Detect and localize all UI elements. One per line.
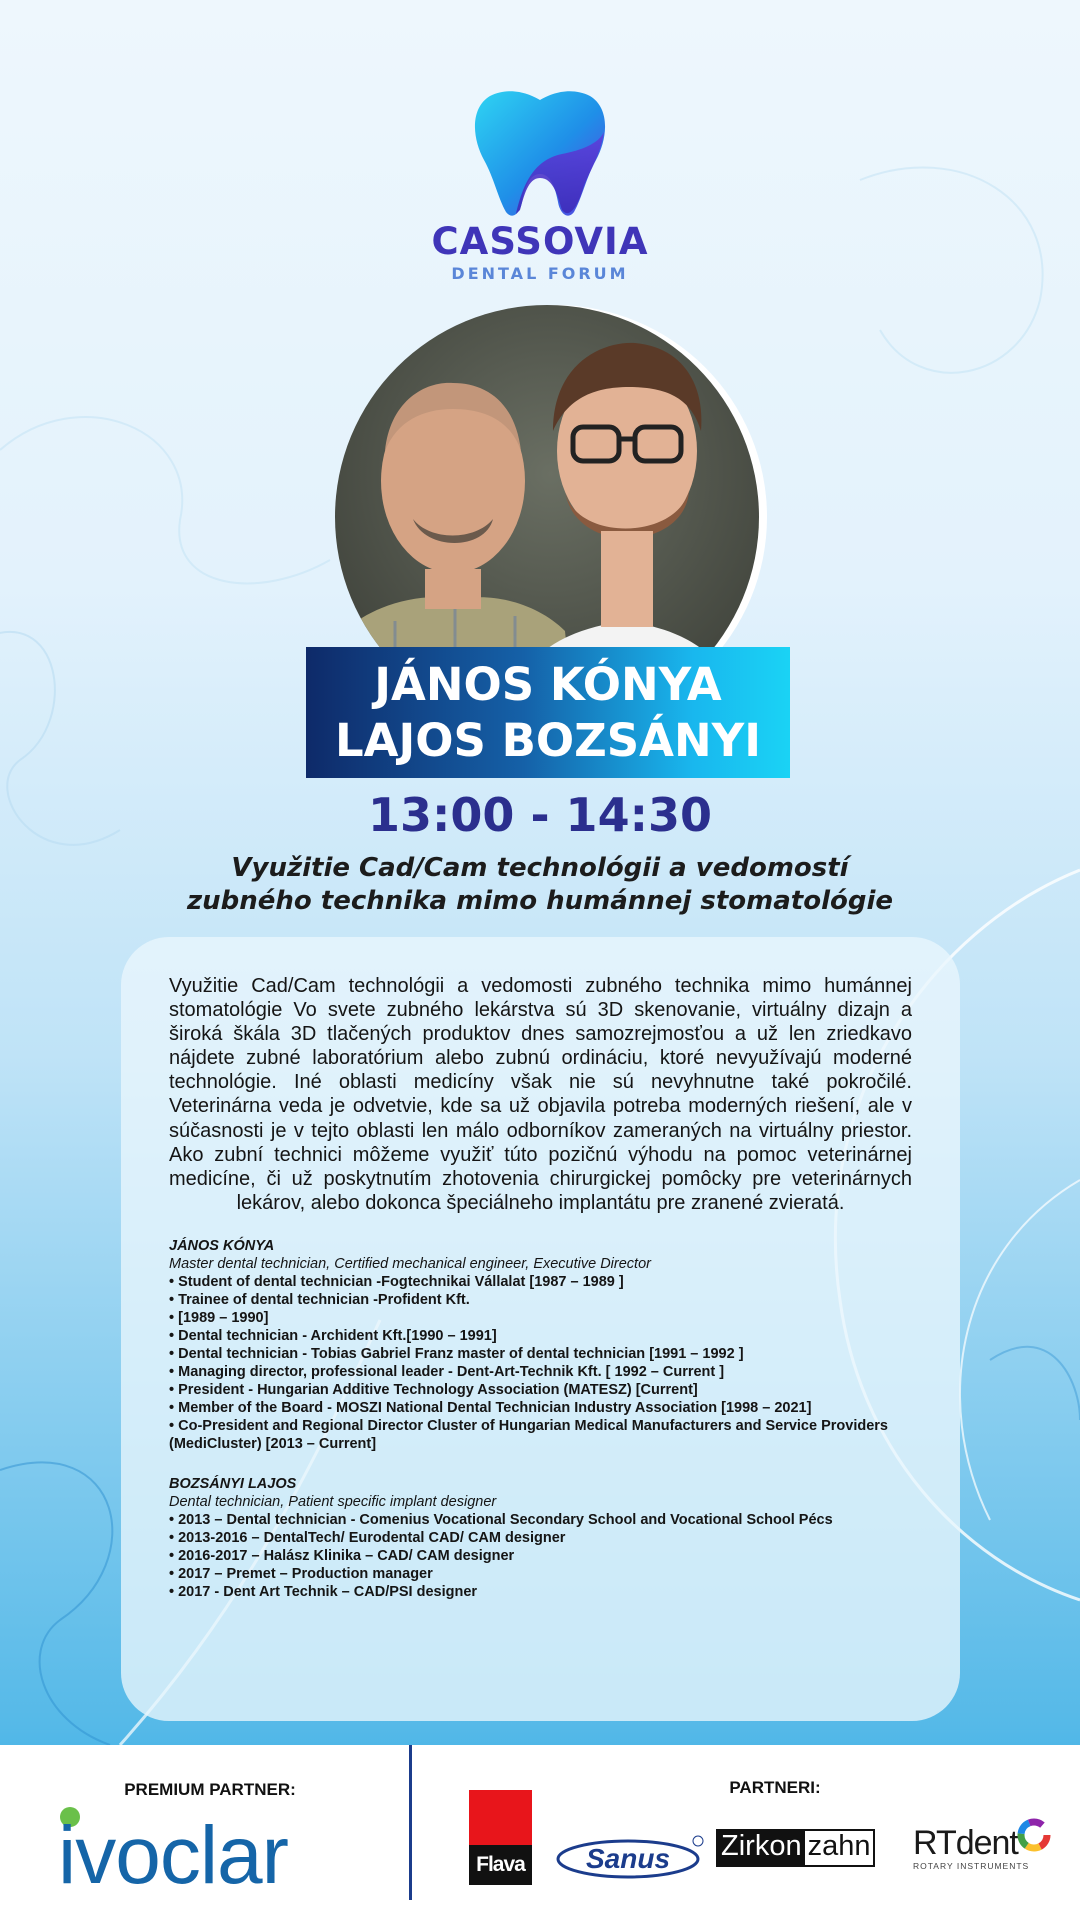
speaker-name-banner [306, 647, 790, 778]
bio-role: Dental technician, Patient specific implant designer [169, 1493, 497, 1510]
sanus-wordmark: Sanus [585, 1843, 671, 1874]
abstract-text: Využitie Cad/Cam technológii a vedomosti zubného technika mimo humánnej stomatológie Vo svete zubného lekárstva sú 3D skenovanie, virtuálny dizajn a široká škála 3D tlačených produktov dnes samozrejmosťou a už len zriedkavo nájdete zubné laboratórium alebo zubnú ordináciu, ktoré nevyužívajú moderné technológie. Iné oblasti medicíny však nie sú nevyhnutne také pokročilé. Veterinárna veda je odvetvie, kde sa už objavila potreba moderných riešení, ale v súčasnosti je v tejto oblasti len málo odborníkov zameraných na virtuálny priestor. Ako zubní technici môžeme využiť túto pozičnú výhodu na pomoc veterinárnej medicíne, či už poskytnutím zhotovenia chirurgickej pomôcky pre veterinárnych lekárov, alebo dokonca špeciálneho implantátu pre zranené zvieratá. [169, 975, 912, 1214]
premium-partner-label: PREMIUM PARTNER: [124, 1780, 296, 1799]
sanus-logo [556, 1835, 706, 1879]
talk-title-line-2: zubného technika mimo humánnej stomatológie [186, 886, 894, 916]
content-card [121, 937, 960, 1721]
bio-item: • President - Hungarian Additive Technology Association (MATESZ) [Current] [169, 1381, 912, 1399]
flava-logo [469, 1790, 532, 1885]
flava-red-block [469, 1790, 532, 1845]
rtdent-wordmark: RTdent [913, 1824, 1018, 1862]
speaker-name-2: LAJOS BOZSÁNYI [335, 713, 761, 767]
bio-name: JÁNOS KÓNYA [169, 1237, 275, 1254]
footer-divider [409, 1745, 412, 1900]
bio-item: • Trainee of dental technician -Profident Kft. [169, 1291, 912, 1309]
rtdent-tagline: ROTARY INSTRUMENTS [913, 1861, 1030, 1871]
brand-subtitle: DENTAL FORUM [451, 264, 629, 283]
bio-item-tail: (MediCluster) [2013 – Current] [169, 1435, 377, 1452]
event-logo [0, 88, 1080, 284]
rtdent-logo [913, 1825, 1029, 1871]
speaker-name-1: JÁNOS KÓNYA [374, 657, 722, 711]
bio-bozsanyi [169, 1475, 912, 1601]
talk-title [0, 852, 1080, 918]
zirkonzahn-logo [716, 1829, 875, 1867]
brand-name: CASSOVIA [431, 220, 649, 263]
bio-item: • Dental technician - Tobias Gabriel Franz master of dental technician [1991 – 1992 ] [169, 1345, 912, 1363]
bio-item: • Dental technician - Archident Kft.[1990 – 1991] [169, 1327, 912, 1345]
bio-item: • 2017 - Dent Art Technik – CAD/PSI designer [169, 1583, 912, 1601]
rtdent-ring-icon [1014, 1815, 1054, 1855]
bio-item: • Managing director, professional leader - Dent-Art-Technik Kft. [ 1992 – Current ] [169, 1363, 912, 1381]
bio-role: Master dental technician, Certified mechanical engineer, Executive Director [169, 1255, 651, 1272]
zirkonzahn-part-1: Zirkon [718, 1831, 805, 1865]
bio-item: • Member of the Board - MOSZI National Dental Technician Industry Association [1998 – 2021] [169, 1399, 912, 1417]
partners-footer [0, 1745, 1080, 1920]
bio-list [169, 1273, 912, 1435]
bio-item: • 2013-2016 – DentalTech/ Eurodental CAD/ CAM designer [169, 1529, 912, 1547]
zirkonzahn-part-2: zahn [805, 1831, 874, 1865]
bio-konya [169, 1237, 912, 1453]
flava-wordmark: Flava [469, 1845, 532, 1885]
bio-item: • [1989 – 1990] [169, 1309, 912, 1327]
ivoclar-logo: ivoclar [58, 1810, 288, 1901]
talk-title-line-1: Využitie Cad/Cam technológii a vedomostí [231, 853, 849, 883]
tooth-icon [470, 88, 610, 218]
bio-item: • Student of dental technician -Fogtechnikai Vállalat [1987 – 1989 ] [169, 1273, 912, 1291]
bio-list [169, 1511, 912, 1601]
bio-item: • Co-President and Regional Director Cluster of Hungarian Medical Manufacturers and Service Providers [169, 1417, 912, 1435]
bio-name: BOZSÁNYI LAJOS [169, 1475, 297, 1492]
bio-item: • 2017 – Premet – Production manager [169, 1565, 912, 1583]
bio-item: • 2013 – Dental technician - Comenius Vocational Secondary School and Vocational School Pécs [169, 1511, 912, 1529]
session-time: 13:00 - 14:30 [368, 788, 712, 842]
partners-label: PARTNERI: [729, 1778, 821, 1797]
bio-item: • 2016-2017 – Halász Klinika – CAD/ CAM designer [169, 1547, 912, 1565]
